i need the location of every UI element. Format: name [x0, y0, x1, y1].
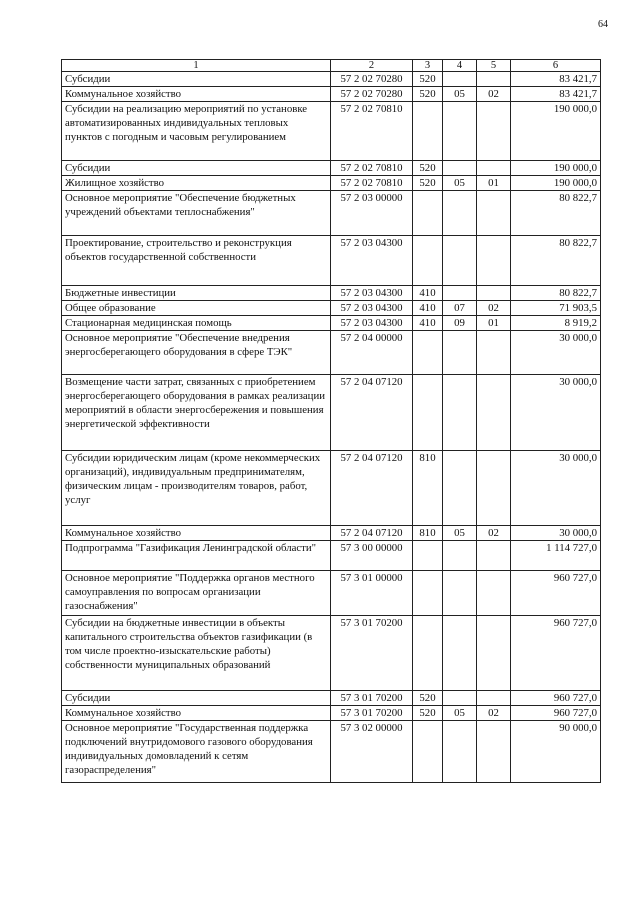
- row-name: Основное мероприятие "Государственная поддержка подключений внутридомового газового оборудования индивидуальных домовладений к сетям газораспределения": [62, 721, 331, 783]
- row-pr: [477, 286, 511, 301]
- row-rz: 09: [443, 316, 477, 331]
- row-pr: 01: [477, 176, 511, 191]
- row-rz: [443, 72, 477, 87]
- row-name: Стационарная медицинская помощь: [62, 316, 331, 331]
- row-sum: 30 000,0: [511, 375, 601, 451]
- page-number: 64: [598, 19, 608, 30]
- table-row: [62, 691, 601, 706]
- table-row: [62, 451, 601, 526]
- row-name: Жилищное хозяйство: [62, 176, 331, 191]
- row-name: Общее образование: [62, 301, 331, 316]
- row-sum: 80 822,7: [511, 286, 601, 301]
- row-pr: [477, 191, 511, 236]
- row-vr: 810: [413, 526, 443, 541]
- table-row: [62, 102, 601, 161]
- row-name: Проектирование, строительство и реконструкция объектов государственной собственности: [62, 236, 331, 286]
- row-vr: [413, 191, 443, 236]
- row-vr: 520: [413, 176, 443, 191]
- row-pr: [477, 72, 511, 87]
- row-sum: 83 421,7: [511, 72, 601, 87]
- table-row: [62, 286, 601, 301]
- table-row: [62, 301, 601, 316]
- row-code: 57 2 02 70280: [331, 87, 413, 102]
- row-vr: 410: [413, 301, 443, 316]
- row-code: 57 2 03 04300: [331, 236, 413, 286]
- row-pr: [477, 721, 511, 783]
- row-sum: 30 000,0: [511, 331, 601, 375]
- row-code: 57 2 02 70810: [331, 161, 413, 176]
- row-rz: [443, 102, 477, 161]
- row-name: Возмещение части затрат, связанных с приобретением энергосберегающего оборудования в рамках реализации мероприятий в области энергосбережения и повышения энергетической эффективности: [62, 375, 331, 451]
- row-name: Субсидии: [62, 72, 331, 87]
- header-cell: 2: [331, 60, 413, 72]
- row-pr: 02: [477, 301, 511, 316]
- row-vr: [413, 236, 443, 286]
- row-vr: 410: [413, 316, 443, 331]
- row-sum: 30 000,0: [511, 451, 601, 526]
- row-sum: 8 919,2: [511, 316, 601, 331]
- row-rz: 05: [443, 526, 477, 541]
- table-row: [62, 316, 601, 331]
- row-code: 57 3 02 00000: [331, 721, 413, 783]
- row-pr: [477, 571, 511, 616]
- table-row: [62, 706, 601, 721]
- row-pr: [477, 541, 511, 571]
- header-cell: 5: [477, 60, 511, 72]
- row-name: Субсидии на бюджетные инвестиции в объекты капитального строительства объектов газификации (в том числе проектно-изыскательские работы) собственности муниципальных образований: [62, 616, 331, 691]
- row-rz: [443, 616, 477, 691]
- row-code: 57 2 02 70280: [331, 72, 413, 87]
- row-code: 57 3 01 70200: [331, 616, 413, 691]
- row-sum: 960 727,0: [511, 616, 601, 691]
- row-pr: 01: [477, 316, 511, 331]
- row-vr: 520: [413, 72, 443, 87]
- row-rz: [443, 721, 477, 783]
- row-code: 57 2 04 07120: [331, 526, 413, 541]
- row-rz: 07: [443, 301, 477, 316]
- table-row: [62, 721, 601, 783]
- row-vr: 520: [413, 161, 443, 176]
- row-pr: [477, 691, 511, 706]
- budget-table: [61, 59, 601, 783]
- table-row: [62, 236, 601, 286]
- row-name: Коммунальное хозяйство: [62, 87, 331, 102]
- row-code: 57 2 03 04300: [331, 286, 413, 301]
- table-row: [62, 526, 601, 541]
- row-rz: [443, 236, 477, 286]
- row-sum: 1 114 727,0: [511, 541, 601, 571]
- header-cell: 6: [511, 60, 601, 72]
- row-name: Коммунальное хозяйство: [62, 526, 331, 541]
- row-vr: 810: [413, 451, 443, 526]
- table-row: [62, 161, 601, 176]
- row-sum: 71 903,5: [511, 301, 601, 316]
- row-name: Коммунальное хозяйство: [62, 706, 331, 721]
- row-rz: [443, 161, 477, 176]
- row-pr: [477, 331, 511, 375]
- row-name: Бюджетные инвестиции: [62, 286, 331, 301]
- table-row: [62, 375, 601, 451]
- row-sum: 90 000,0: [511, 721, 601, 783]
- row-name: Основное мероприятие "Поддержка органов местного самоуправления по вопросам организации газоснабжения": [62, 571, 331, 616]
- row-sum: 30 000,0: [511, 526, 601, 541]
- row-vr: [413, 721, 443, 783]
- row-vr: 410: [413, 286, 443, 301]
- row-pr: [477, 161, 511, 176]
- header-cell: 4: [443, 60, 477, 72]
- row-code: 57 2 04 00000: [331, 331, 413, 375]
- row-sum: 80 822,7: [511, 191, 601, 236]
- row-name: Субсидии юридическим лицам (кроме некоммерческих организаций), индивидуальным предпринимателям, физическим лицам - производителям товаров, работ, услуг: [62, 451, 331, 526]
- row-rz: [443, 691, 477, 706]
- table-row: [62, 191, 601, 236]
- row-pr: [477, 616, 511, 691]
- row-code: 57 3 01 00000: [331, 571, 413, 616]
- row-code: 57 2 02 70810: [331, 102, 413, 161]
- table-row: [62, 331, 601, 375]
- table-header-row: [62, 60, 601, 72]
- row-vr: [413, 375, 443, 451]
- row-sum: 960 727,0: [511, 691, 601, 706]
- row-rz: [443, 541, 477, 571]
- table-row: [62, 176, 601, 191]
- row-pr: [477, 375, 511, 451]
- row-name: Субсидии: [62, 691, 331, 706]
- table-row: [62, 616, 601, 691]
- row-rz: 05: [443, 706, 477, 721]
- row-vr: [413, 616, 443, 691]
- row-pr: [477, 102, 511, 161]
- row-rz: [443, 451, 477, 526]
- row-rz: [443, 571, 477, 616]
- row-vr: [413, 331, 443, 375]
- table-row: [62, 571, 601, 616]
- row-rz: 05: [443, 87, 477, 102]
- table-row: [62, 72, 601, 87]
- header-cell: 3: [413, 60, 443, 72]
- row-rz: [443, 191, 477, 236]
- row-code: 57 2 03 04300: [331, 316, 413, 331]
- row-code: 57 2 04 07120: [331, 451, 413, 526]
- row-pr: [477, 451, 511, 526]
- row-code: 57 2 03 00000: [331, 191, 413, 236]
- row-sum: 960 727,0: [511, 706, 601, 721]
- row-rz: [443, 331, 477, 375]
- row-vr: [413, 541, 443, 571]
- row-sum: 83 421,7: [511, 87, 601, 102]
- row-sum: 960 727,0: [511, 571, 601, 616]
- header-cell: 1: [62, 60, 331, 72]
- row-pr: [477, 236, 511, 286]
- row-pr: 02: [477, 87, 511, 102]
- table-row: [62, 87, 601, 102]
- row-name: Субсидии на реализацию мероприятий по установке автоматизированных индивидуальных тепловых пунктов с погодным и часовым регулированием: [62, 102, 331, 161]
- row-code: 57 3 01 70200: [331, 706, 413, 721]
- row-code: 57 2 02 70810: [331, 176, 413, 191]
- row-name: Основное мероприятие "Обеспечение бюджетных учреждений объектами теплоснабжения": [62, 191, 331, 236]
- row-sum: 190 000,0: [511, 161, 601, 176]
- row-sum: 190 000,0: [511, 176, 601, 191]
- row-code: 57 2 03 04300: [331, 301, 413, 316]
- row-name: Субсидии: [62, 161, 331, 176]
- row-sum: 190 000,0: [511, 102, 601, 161]
- row-vr: [413, 571, 443, 616]
- row-vr: 520: [413, 691, 443, 706]
- row-pr: 02: [477, 706, 511, 721]
- row-rz: [443, 375, 477, 451]
- row-rz: [443, 286, 477, 301]
- row-vr: 520: [413, 87, 443, 102]
- table-row: [62, 541, 601, 571]
- row-vr: 520: [413, 706, 443, 721]
- row-sum: 80 822,7: [511, 236, 601, 286]
- row-rz: 05: [443, 176, 477, 191]
- row-vr: [413, 102, 443, 161]
- row-name: Подпрограмма "Газификация Ленинградской области": [62, 541, 331, 571]
- row-code: 57 3 00 00000: [331, 541, 413, 571]
- row-code: 57 2 04 07120: [331, 375, 413, 451]
- row-pr: 02: [477, 526, 511, 541]
- row-code: 57 3 01 70200: [331, 691, 413, 706]
- row-name: Основное мероприятие "Обеспечение внедрения энергосберегающего оборудования в сфере ТЭК": [62, 331, 331, 375]
